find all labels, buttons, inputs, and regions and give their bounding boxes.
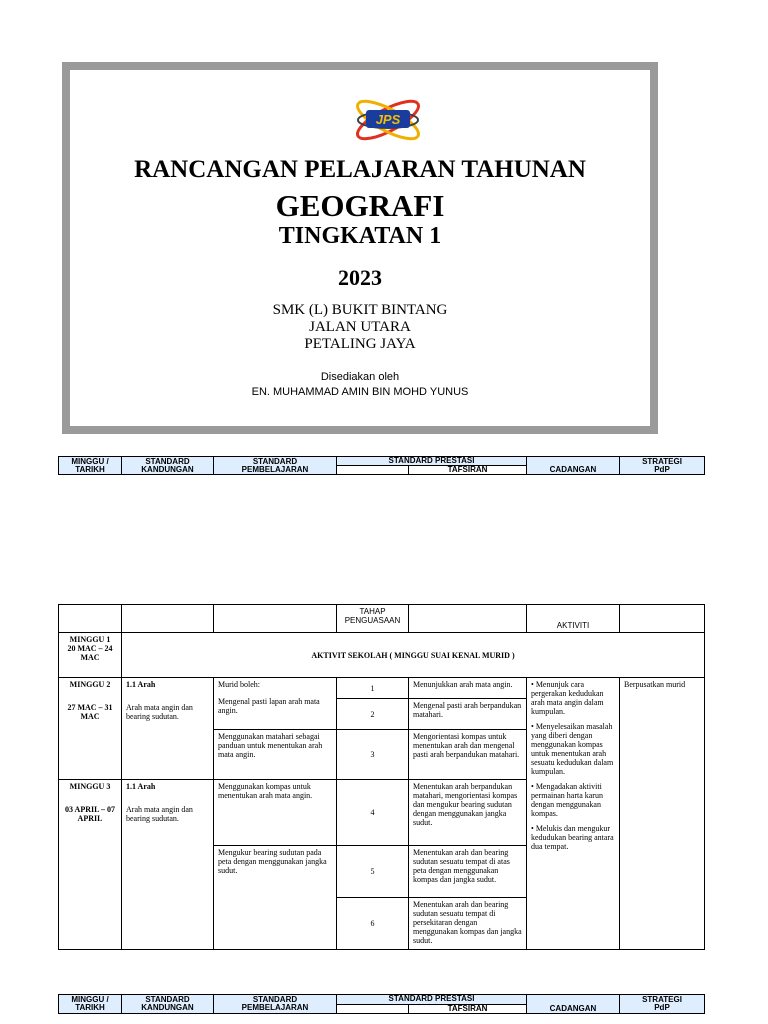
strategi-cell: Berpusatkan murid xyxy=(620,678,705,950)
week2-label: MINGGU 2 xyxy=(69,680,111,689)
cover-page xyxy=(70,70,650,426)
table-header-strip xyxy=(58,456,705,475)
cover-subject: GEOGRAFI xyxy=(275,188,445,223)
week1-label: MINGGU 1 xyxy=(69,635,111,644)
prepared-label: Disediakan oleh xyxy=(320,371,400,383)
prepared-by-block xyxy=(70,370,650,400)
week2-sk-title: 1.1 Arah xyxy=(126,680,156,689)
rpt-table xyxy=(58,604,705,950)
week2-sp-item2: Menggunakan matahari sebagai panduan untuk menentukan arah mata angin. xyxy=(214,730,337,780)
week2-sp-item1: Mengenal pasti lapan arah mata angin. xyxy=(218,697,320,715)
jps-logo-icon xyxy=(348,90,428,152)
logo-text: JPS xyxy=(375,112,401,127)
aktiviti-header: AKTIVITI xyxy=(527,605,620,633)
prepared-by-name: EN. MUHAMMAD AMIN BIN MOHD YUNUS xyxy=(251,386,469,398)
week3-sp-item2: Mengukur bearing sudutan pada peta dengan menggunakan jangka sudut. xyxy=(214,846,337,950)
week2-sp-intro: Murid boleh: xyxy=(218,680,260,689)
school-street: JALAN UTARA xyxy=(309,319,411,335)
tp-4-desc: Menentukan arah berpandukan matahari, mengorientasi kompas dan mengukur bearing sudutan dengan menggunakan jangka sudut. xyxy=(409,780,527,846)
tp-1: 1 xyxy=(337,678,409,699)
header-standard-pembelajaran: STANDARD PEMBELAJARAN xyxy=(214,457,337,475)
aktiviti-item: • Mengadakan aktiviti permainan harta karun dengan menggunakan kompas. xyxy=(531,782,615,818)
header-cadangan: CADANGAN xyxy=(527,995,620,1014)
header-tahap-blank xyxy=(337,1004,409,1014)
header-standard-kandungan: STANDARD KANDUNGAN xyxy=(122,457,214,475)
table-header-strip-repeat xyxy=(58,994,705,1014)
blank-cell xyxy=(620,605,705,633)
header-standard-pembelajaran: STANDARD PEMBELAJARAN xyxy=(214,995,337,1014)
blank-cell xyxy=(214,605,337,633)
header-tafsiran: TAFSIRAN xyxy=(409,1004,527,1014)
blank-cell xyxy=(122,605,214,633)
school-name: SMK (L) BUKIT BINTANG xyxy=(272,302,448,318)
week2-sk-desc: Arah mata angin dan bearing sudutan. xyxy=(126,703,193,721)
tp-5: 5 xyxy=(337,846,409,898)
aktiviti-item: • Melukis dan mengukur kedudukan bearing antara dua tempat. xyxy=(531,824,615,851)
cover-page-frame xyxy=(62,62,658,434)
week3-sk-desc: Arah mata angin dan bearing sudutan. xyxy=(126,805,193,823)
school-address xyxy=(70,302,650,353)
tp-4: 4 xyxy=(337,780,409,846)
week2-dates: 27 MAC – 31 MAC xyxy=(67,703,113,721)
header-standard-prestasi: STANDARD PRESTASI xyxy=(337,995,527,1005)
header-standard-prestasi: STANDARD PRESTASI xyxy=(337,457,527,466)
week1-dates: 20 MAC – 24 MAC xyxy=(67,644,113,662)
week1-cell xyxy=(59,633,122,678)
cover-year: 2023 xyxy=(338,265,382,290)
header-minggu: MINGGU / TARIKH xyxy=(59,457,122,475)
week3-standard-kandungan xyxy=(122,780,214,950)
tp-5-desc: Menentukan arah dan bearing sudutan sesuatu tempat di atas peta dengan menggunakan kompas dan jangka sudut. xyxy=(409,846,527,898)
week3-dates: 03 APRIL – 07 APRIL xyxy=(64,805,115,823)
week2-standard-kandungan xyxy=(122,678,214,780)
week2-cell xyxy=(59,678,122,780)
tp-3: 3 xyxy=(337,730,409,780)
school-city: PETALING JAYA xyxy=(304,336,416,352)
aktiviti-item: • Menyelesaikan masalah yang diberi dengan menggunakan kompas untuk menentukan arah sesuatu kedudukan dalam kumpulan. xyxy=(531,722,615,776)
header-strategi: STRATEGI PdP xyxy=(620,457,705,475)
aktiviti-item: • Menunjuk cara pergerakan kedudukan arah mata angin dalam kumpulan. xyxy=(531,680,615,716)
tp-2: 2 xyxy=(337,699,409,730)
aktiviti-list xyxy=(531,680,615,851)
week3-sp-item1: Menggunakan kompas untuk menentukan arah mata angin. xyxy=(214,780,337,846)
cover-form-level: TINGKATAN 1 xyxy=(278,223,442,249)
tp-2-desc: Mengenal pasti arah berpandukan matahari. xyxy=(409,699,527,730)
week3-sk-title: 1.1 Arah xyxy=(126,782,156,791)
cover-title-line1: RANCANGAN PELAJARAN TAHUNAN xyxy=(134,156,586,183)
header-tafsiran: TAFSIRAN xyxy=(409,466,527,475)
week2-sp-cell xyxy=(214,678,337,730)
tp-1-desc: Menunjukkan arah mata angin. xyxy=(409,678,527,699)
week1-activity: AKTIVIT SEKOLAH ( MINGGU SUAI KENAL MURID ) xyxy=(122,633,705,678)
tahap-penguasaan-header: TAHAP PENGUASAAN xyxy=(337,605,409,633)
header-strategi: STRATEGI PdP xyxy=(620,995,705,1014)
header-minggu: MINGGU / TARIKH xyxy=(59,995,122,1014)
tp-6: 6 xyxy=(337,898,409,950)
aktiviti-cell xyxy=(527,678,620,950)
blank-cell xyxy=(409,605,527,633)
header-standard-kandungan: STANDARD KANDUNGAN xyxy=(122,995,214,1014)
week3-label: MINGGU 3 xyxy=(69,782,111,791)
tp-6-desc: Menentukan arah dan bearing sudutan sesuatu tempat di persekitaran dengan menggunakan kompas dan jangka sudut. xyxy=(409,898,527,950)
header-tahap-blank xyxy=(337,466,409,475)
tp-3-desc: Mengorientasi kompas untuk menentukan arah dan mengenal pasti arah berpandukan matahari. xyxy=(409,730,527,780)
week3-cell xyxy=(59,780,122,950)
header-cadangan: CADANGAN xyxy=(527,457,620,475)
blank-cell xyxy=(59,605,122,633)
